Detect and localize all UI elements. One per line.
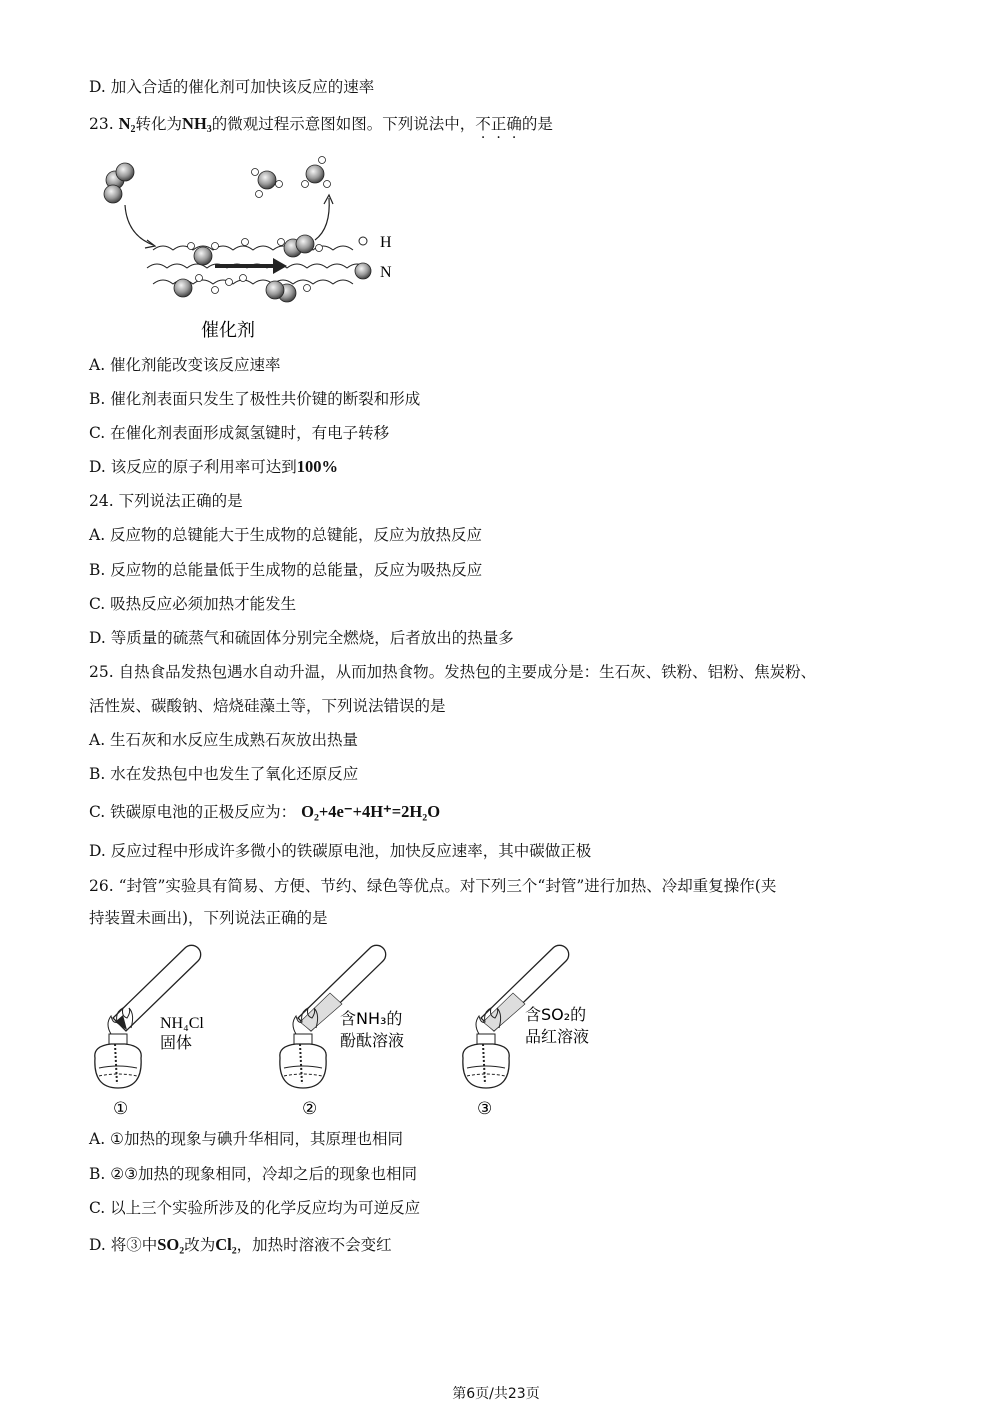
legend-n-label: N — [380, 264, 392, 281]
desorption-arrow-icon — [315, 198, 329, 240]
tube2-label-2: 酚酞溶液 — [340, 1031, 405, 1050]
q25-option-a: A. 生石灰和水反应生成熟石灰放出热量 — [89, 731, 359, 749]
q24-option-c: C. 吸热反应必须加热才能发生 — [89, 595, 297, 613]
tube3-label-2: 品红溶液 — [525, 1027, 590, 1046]
mark-3: ③ — [477, 1099, 493, 1118]
n2-molecule-icon — [104, 163, 134, 203]
tube1-label-2: 固体 — [160, 1033, 193, 1052]
formula-n2: $N_2$ — [118, 114, 136, 135]
tube3-label-1: 含SO₂的 — [525, 1005, 587, 1024]
q22-option-d: D. 加入合适的催化剂可加快该反应的速率 — [89, 78, 375, 96]
q23-option-b: B. 催化剂表面只发生了极性共价键的断裂和形成 — [89, 390, 421, 408]
q25-stem-line2: 活性炭、碳酸钠、焙烧硅藻土等，下列说法错误的是 — [89, 697, 446, 715]
legend-h-label: H — [380, 234, 392, 251]
stem-text: 的微观过程示意图如图。下列说法中， — [211, 115, 476, 133]
q26-option-c: C. 以上三个实验所涉及的化学反应均为可逆反应 — [89, 1199, 421, 1217]
q25-option-c: C. 铁碳原电池的正极反应为： O₂+4e⁻+4H⁺=2H₂O — [89, 802, 441, 821]
emphasis-char: 确 — [506, 115, 522, 133]
q26-stem-line2: 持装置未画出)，下列说法正确的是 — [89, 909, 328, 927]
tube1-label-1: NH₄Cl — [160, 1015, 204, 1032]
q24-option-b: B. 反应物的总能量低于生成物的总能量，反应为吸热反应 — [89, 561, 483, 579]
formula-nh3: $NH_3$ — [182, 114, 212, 135]
setup-1 — [95, 945, 205, 1118]
catalyst-label: 催化剂 — [201, 320, 255, 341]
adsorbed-atoms — [174, 235, 323, 302]
legend — [355, 234, 392, 281]
q25-option-b: B. 水在发热包中也发生了氧化还原反应 — [89, 765, 359, 783]
page-footer: 第6页/共23页 — [452, 1386, 540, 1402]
setup-2 — [280, 945, 404, 1118]
formula-cl2: Cl₂ — [215, 1235, 237, 1254]
q23-number: 23. — [89, 115, 114, 133]
formula-so2: SO₂ — [157, 1235, 185, 1254]
q23-stem — [89, 114, 553, 140]
emphasis-char: 正 — [490, 115, 507, 133]
q26-option-a: A. ①加热的现象与碘升华相同，其原理也相同 — [89, 1130, 403, 1148]
stem-text: 转化为 — [135, 115, 183, 133]
q24-option-d: D. 等质量的硫蒸气和硫固体分别完全燃烧，后者放出的热量多 — [89, 629, 514, 647]
tube2-label-1: 含NH₃的 — [340, 1009, 403, 1028]
adsorption-arrow-icon — [125, 205, 153, 245]
equation: O₂+4e⁻+4H⁺=2H₂O — [301, 802, 441, 821]
q26-option-d: D. 将③中SO₂改为Cl₂，加热时溶液不会变红 — [89, 1235, 392, 1254]
mark-1: ① — [113, 1099, 129, 1118]
stem-text: 的是 — [521, 115, 553, 133]
emphasis-char: 不 — [475, 115, 491, 133]
percent-value: 100% — [296, 457, 338, 476]
q23-option-a: A. 催化剂能改变该反应速率 — [89, 356, 281, 374]
q26-option-b: B. ②③加热的现象相同，冷却之后的现象也相同 — [89, 1165, 418, 1183]
catalyst-diagram — [95, 150, 415, 345]
sealed-tube-figure — [85, 938, 645, 1123]
reaction-arrow-icon — [215, 258, 287, 274]
q23-option-c: C. 在催化剂表面形成氮氢键时，有电子转移 — [89, 424, 390, 442]
nh3-molecule-icon — [302, 157, 331, 188]
q25-option-d: D. 反应过程中形成许多微小的铁碳原电池，加快反应速率，其中碳做正极 — [89, 842, 592, 860]
nh3-molecule-icon — [252, 169, 283, 198]
q26-stem-line1: 26. “封管”实验具有简易、方便、节约、绿色等优点。对下列三个“封管”进行加热、冷却重复操作(夹 — [89, 877, 777, 895]
q24-stem: 24. 下列说法正确的是 — [89, 492, 243, 510]
q25-stem-line1: 25. 自热食品发热包遇水自动升温，从而加热食物。发热包的主要成分是：生石灰、铁粉、铝粉、焦炭粉、 — [89, 663, 817, 681]
setup-3 — [463, 945, 589, 1118]
q24-option-a: A. 反应物的总键能大于生成物的总键能，反应为放热反应 — [89, 526, 483, 544]
q23-option-d: D. 该反应的原子利用率可达到100% — [89, 457, 338, 476]
mark-2: ② — [302, 1099, 318, 1118]
